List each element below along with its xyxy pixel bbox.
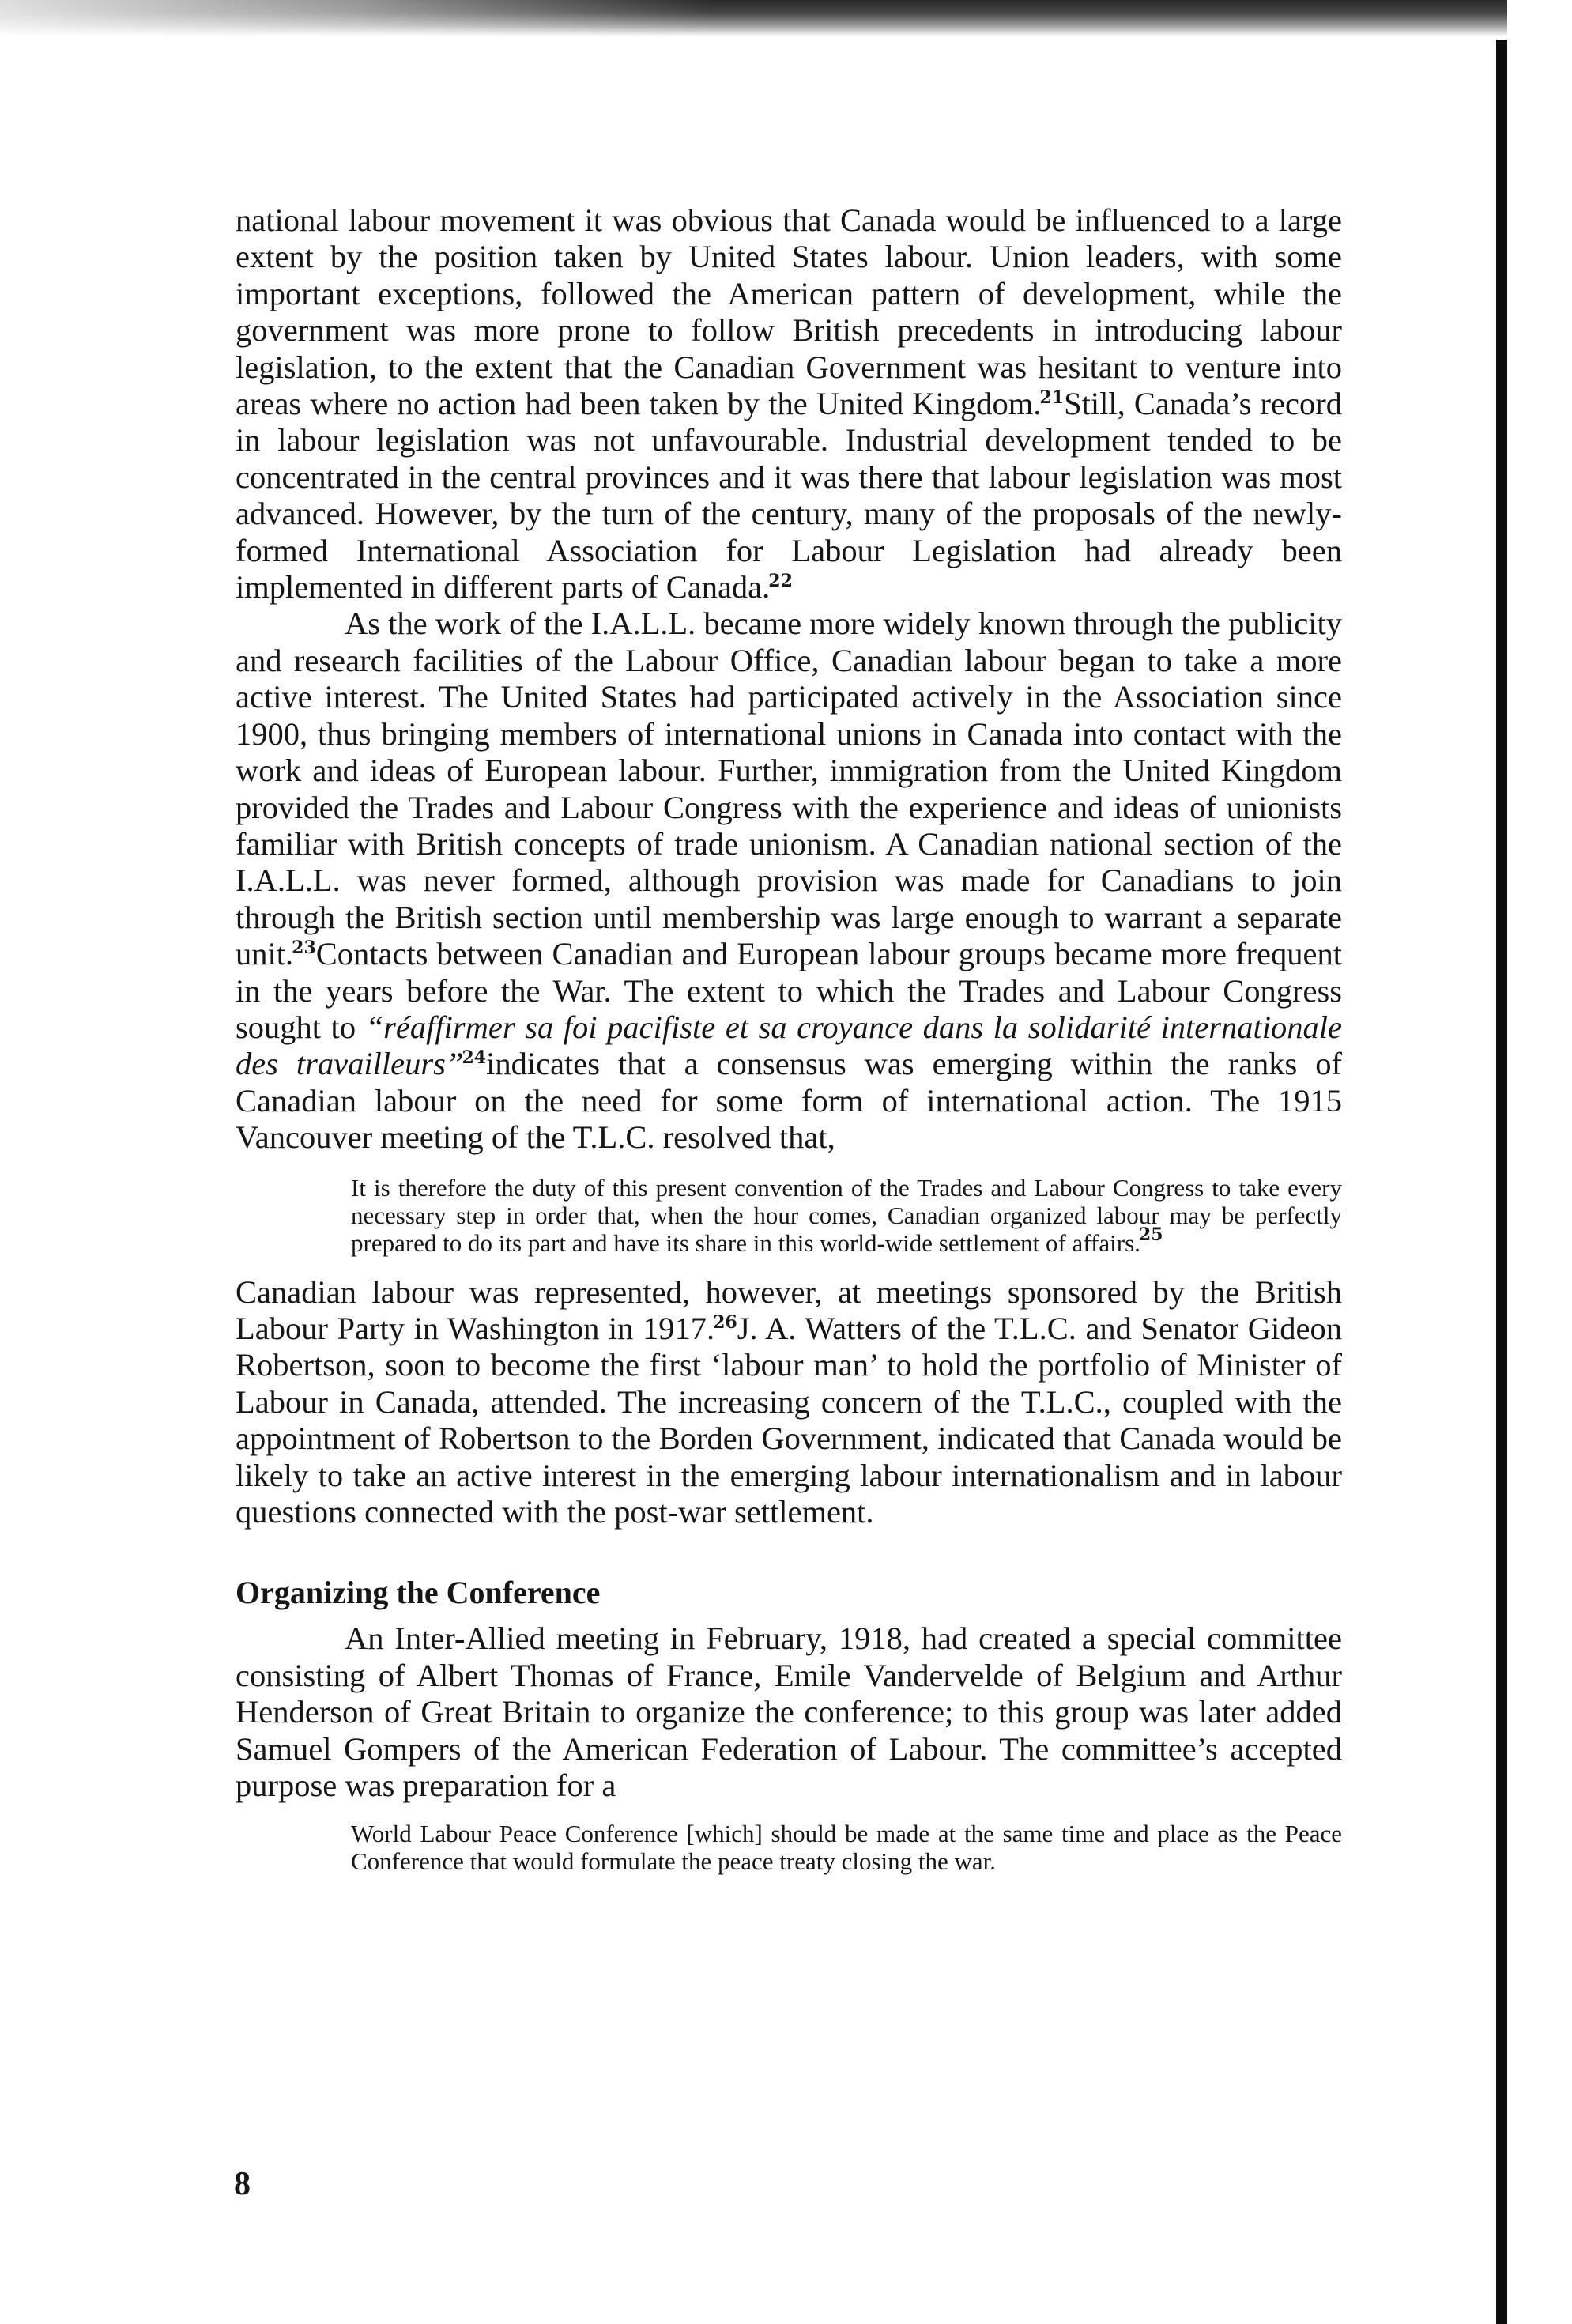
- paragraph-1-part-a: national labour movement it was obvious that Canada would be influenced to a large extent by the position taken by United States labour. Union leaders, with some important exceptions, followed the American pattern of development, while the government was more prone to follow British precedents in introducing labour legislation, to the extent that the Canadian Government was hesitant to venture into areas where no action had been taken by the United Kingdom.: [236, 202, 1342, 422]
- section-heading: Organizing the Conference: [236, 1575, 601, 1611]
- paragraph-3-part-a: Canadian labour was represented, however, at meetings sponsored by the British Labour Party in Washington in 1917.: [236, 1273, 1342, 1346]
- paragraph-2-part-b: Contacts between Canadian and European labour groups became more frequent in the years before the War. The extent to which the Trades and Labour Congress sought to: [236, 936, 1342, 1045]
- footnote-ref-23: 23: [292, 938, 316, 959]
- footnote-ref-26: 26: [713, 1311, 737, 1333]
- block-quote-1-text: It is therefore the duty of this present convention of the Trades and Labour Congress to take every necessary step in order that, when the hour comes, Canadian organized labour may be perfectly prepared to do its part and have its share in this world-wide settlement of affairs.: [351, 1173, 1342, 1257]
- paragraph-2-part-a: As the work of the I.A.L.L. became more widely known through the publicity and research facilities of the Labour Office, Canadian labour began to take a more active interest. The United States had participated actively in the Association since 1900, thus bringing members of international unions in Canada into contact with the work and ideas of European labour. Further, immigration from the United Kingdom provided the Trades and Labour Congress with the experience and ideas of unionists familiar with British concepts of trade unionism. A Canadian national section of the I.A.L.L. was never formed, although provision was made for Canadians to join through the British section until membership was large enough to warrant a separate unit.: [236, 606, 1342, 972]
- paragraph-3-part-b: J. A. Watters of the T.L.C. and Senator Gideon Robertson, soon to become the first ‘labour man’ to hold the portfolio of Minister of Labour in Canada, attended. The increasing concern of the T.L.C., coupled with the appointment of Robertson to the Borden Government, indicated that Canada would be likely to take an active interest in the emerging labour internationalism and in labour questions connected with the post-war settlement.: [236, 1310, 1342, 1530]
- paragraph-4: An Inter-Allied meeting in February, 1918, had created a special committee consisting of Albert Thomas of France, Emile Vandervelde of Belgium and Arthur Henderson of Great Britain to organize the conference; to this group was later added Samuel Gompers of the American Federation of Labour. The committee’s accepted purpose was preparation for a: [236, 1620, 1342, 1804]
- paragraph-2-part-c: indicates that a consensus was emerging within the ranks of Canadian labour on the need for some form of international action. The 1915 Vancouver meeting of the T.L.C. resolved that,: [236, 1046, 1342, 1156]
- footnote-ref-24: 24: [462, 1047, 487, 1069]
- footnote-ref-25: 25: [1138, 1224, 1163, 1245]
- french-quotation: “réaffirmer sa foi pacifiste et sa croyance dans la solidarité internationale des travailleurs”: [236, 1009, 1343, 1082]
- block-quote-2: World Labour Peace Conference [which] should be made at the same time and place as the Peace Conference that would formulate the peace treaty closing the war.: [351, 1820, 1342, 1876]
- block-quote-1: [351, 1174, 1342, 1257]
- paragraph-3: [236, 1274, 1342, 1531]
- page-text: [236, 202, 1342, 1891]
- scan-top-edge-fade: [0, 0, 711, 36]
- footnote-ref-21: 21: [1039, 387, 1065, 409]
- scan-binding-edge: [1496, 40, 1507, 2324]
- page-number: 8: [234, 2166, 251, 2202]
- scan-right-margin: [1507, 0, 1572, 2324]
- paragraph-1: [236, 202, 1342, 606]
- paragraph-2: [236, 606, 1342, 1156]
- paragraph-1-part-b: Still, Canada’s record in labour legislation was not unfavourable. Industrial development tended to be concentrated in the central provinces and it was there that labour legislation was most advanced. However, by the turn of the century, many of the proposals of the newly-formed International Association for Labour Legislation had already been implemented in different parts of Canada.: [236, 386, 1342, 606]
- footnote-ref-22: 22: [768, 571, 793, 592]
